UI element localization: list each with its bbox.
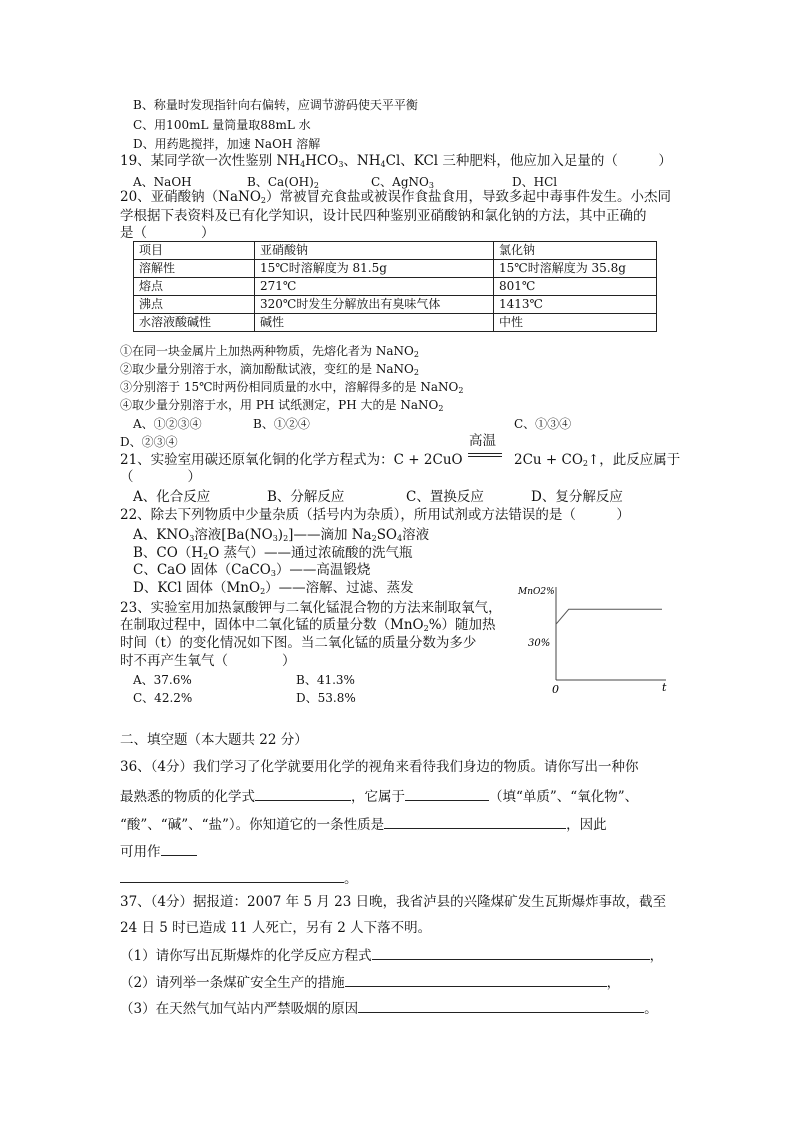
q19-option-b: B、$Ca(OH)_2$ <box>247 175 319 190</box>
q37-part1: （1）请你写出瓦斯爆炸的化学反应方程式 ， <box>120 945 663 965</box>
q36-line4: 可用作 <box>120 841 197 861</box>
y-tick-label: 30% <box>528 638 551 649</box>
q20-stem-line2: 学根据下表资料及已有化学知识，设计民四种鉴别亚硝酸钠和氯化钠的方法，其中正确的 <box>120 208 647 224</box>
q20-stem-line1: 20、亚硝酸钠（NaNO$_2$）常被冒充食盐或被误作食盐食用，导致多起中毒事件发生。小杰同 <box>120 189 672 205</box>
q22-option-a: A、$KNO_3$溶液$[Ba(NO_3)_2]——$滴加 $Na_2SO_4$溶液 <box>133 527 430 543</box>
properties-table <box>133 241 657 332</box>
q20-statement-4: ④取少量分别溶于水，用 PH 试纸测定，PH 大的是 NaNO$_2$ <box>120 398 444 413</box>
q20-option-b: B、①②④ <box>253 417 310 431</box>
table-cell: 碱性 <box>255 314 494 332</box>
q21-option-d: D、复分解反应 <box>531 489 623 505</box>
property-blank[interactable] <box>384 814 566 829</box>
section-heading: 二、填空题（本大题共 22 分） <box>120 732 308 748</box>
q22-option-d: D、KCl 固体（MnO$_2$）——溶解、过滤、蒸发 <box>133 580 414 596</box>
q23-stem-line3: 时间（t）的变化情况如下图。当二氧化锰的质量分数为多少 <box>120 635 477 651</box>
q20-option-a: A、①②③④ <box>133 417 202 431</box>
table-cell: 中性 <box>494 314 657 332</box>
q23-option-d: D、53.8% <box>296 691 356 705</box>
equation-blank[interactable] <box>372 945 650 960</box>
table-cell: 水溶液酸碱性 <box>134 314 255 332</box>
q20-statement-1: ①在同一块金属片上加热两种物质，先熔化者为 NaNO$_2$ <box>120 344 419 359</box>
mno2-series-line <box>556 609 662 624</box>
q20-option-d: D、②③④ <box>120 435 178 449</box>
table-cell: 沸点 <box>134 296 255 314</box>
table-header-cell: 项目 <box>134 242 255 260</box>
category-blank[interactable] <box>405 786 489 801</box>
q19-option-a: A、NaOH <box>133 175 192 189</box>
q20-statement-2: ②取少量分别溶于水，滴加酚酞试液，变红的是 NaNO$_2$ <box>120 362 419 377</box>
table-cell: 271℃ <box>255 278 494 296</box>
q22-stem: 22、除去下列物质中少量杂质（括号内为杂质），所用试剂或方法错误的是（ ） <box>120 507 630 523</box>
table-cell: 320℃时发生分解放出有臭味气体 <box>255 296 494 314</box>
q21-option-c: C、置换反应 <box>406 489 484 505</box>
table-cell: 801℃ <box>494 278 657 296</box>
q36-line2: 最熟悉的物质的化学式 ，它属于 （填“单质”、“氧化物”、 <box>120 786 638 806</box>
q23-stem-line1: 23、实验室用加热氯酸钾与二氧化锰混合物的方法来制取氧气， <box>120 600 502 616</box>
reaction-condition: 高温 <box>469 433 496 449</box>
y-axis-label: MnO2% <box>518 587 555 597</box>
q18-option-d: D、用药匙搅拌，加速 NaOH 溶解 <box>133 137 321 151</box>
q23-stem-line2: 在制取过程中，固体中二氧化锰的质量分数（MnO$_2$%）随加热 <box>120 617 496 633</box>
equation-bar-bottom <box>468 456 502 457</box>
table-row <box>134 278 657 296</box>
q21-answer-blank: （ ） <box>120 469 201 485</box>
q21-stem-right: $2Cu + CO_2↑$，此反应属于 <box>514 452 681 468</box>
table-row <box>134 296 657 314</box>
formula-blank[interactable] <box>255 786 351 801</box>
q36-line3: “酸”、“碱”、“盐”）。你知道它的一条性质是 ，因此 <box>120 814 607 834</box>
q36-line5: 。 <box>120 868 358 888</box>
q19-stem: 19、某同学欲一次性鉴别 $NH_4HCO_3$、$NH_4Cl$、KCl 三种肥料，他应加入足量的（ ） <box>120 153 672 169</box>
table-header-cell: 氯化钠 <box>494 242 657 260</box>
use-blank-start[interactable] <box>161 841 197 856</box>
q23-stem-line4: 时不再产生氧气（ ） <box>120 653 296 669</box>
q18-option-b: B、称量时发现指针向右偏转，应调节游码使天平平衡 <box>133 98 418 112</box>
q23-option-c: C、42.2% <box>133 691 193 705</box>
q23-option-b: B、41.3% <box>296 673 355 687</box>
table-cell: 15℃时溶解度为 35.8g <box>494 260 657 278</box>
equation-bar-top <box>468 453 502 454</box>
q21-option-a: A、化合反应 <box>133 489 211 505</box>
x-axis-label: t <box>662 681 667 694</box>
q20-stem-line3: 是（ ） <box>120 225 215 241</box>
table-header-cell: 亚硝酸钠 <box>255 242 494 260</box>
table-row <box>134 314 657 332</box>
use-blank-continued[interactable] <box>120 868 344 883</box>
table-row <box>134 260 657 278</box>
safety-measure-blank[interactable] <box>345 972 607 987</box>
origin-label: 0 <box>552 683 559 695</box>
q21-stem-left: 21、实验室用碳还原氧化铜的化学方程式为：C + 2CuO <box>120 452 463 468</box>
table-cell: 1413℃ <box>494 296 657 314</box>
table-header-row <box>134 242 657 260</box>
table-cell: 15℃时溶解度为 81.5g <box>255 260 494 278</box>
q20-option-c: C、①③④ <box>514 417 572 431</box>
q22-option-b: B、$CO(H_2O$ 蒸气）——通过浓硫酸的洗气瓶 <box>133 545 413 561</box>
q18-option-c: C、用100mL 量筒量取88mL 水 <box>133 118 311 132</box>
table-cell: 熔点 <box>134 278 255 296</box>
table-cell: 溶解性 <box>134 260 255 278</box>
mno2-chart <box>516 580 676 695</box>
q19-option-d: D、HCl <box>512 175 558 189</box>
q23-option-a: A、37.6% <box>133 673 192 687</box>
reason-blank[interactable] <box>358 998 644 1013</box>
q19-option-c: C、AgNO$_3$ <box>371 175 434 190</box>
q37-line1: 37、（4分）据报道：2007 年 5 月 23 日晚，我省泸县的兴隆煤矿发生瓦斯爆炸事故，截至 <box>120 894 667 910</box>
q36-line1: 36、（4分）我们学习了化学就要用化学的视角来看待我们身边的物质。请你写出一种你 <box>120 759 639 775</box>
q21-option-b: B、分解反应 <box>267 489 345 505</box>
q37-line2: 24 日 5 时已造成 11 人死亡，另有 2 人下落不明。 <box>120 920 432 936</box>
q37-part2: （2）请列举一条煤矿安全生产的措施 ， <box>120 972 620 992</box>
q22-option-c: C、CaO 固体（CaCO$_3$）——高温锻烧 <box>133 562 371 578</box>
q20-statement-3: ③分别溶于 15℃时两份相同质量的水中，溶解得多的是 NaNO$_2$ <box>120 380 464 395</box>
q37-part3: （3）在天然气加气站内严禁吸烟的原因 。 <box>120 998 658 1018</box>
